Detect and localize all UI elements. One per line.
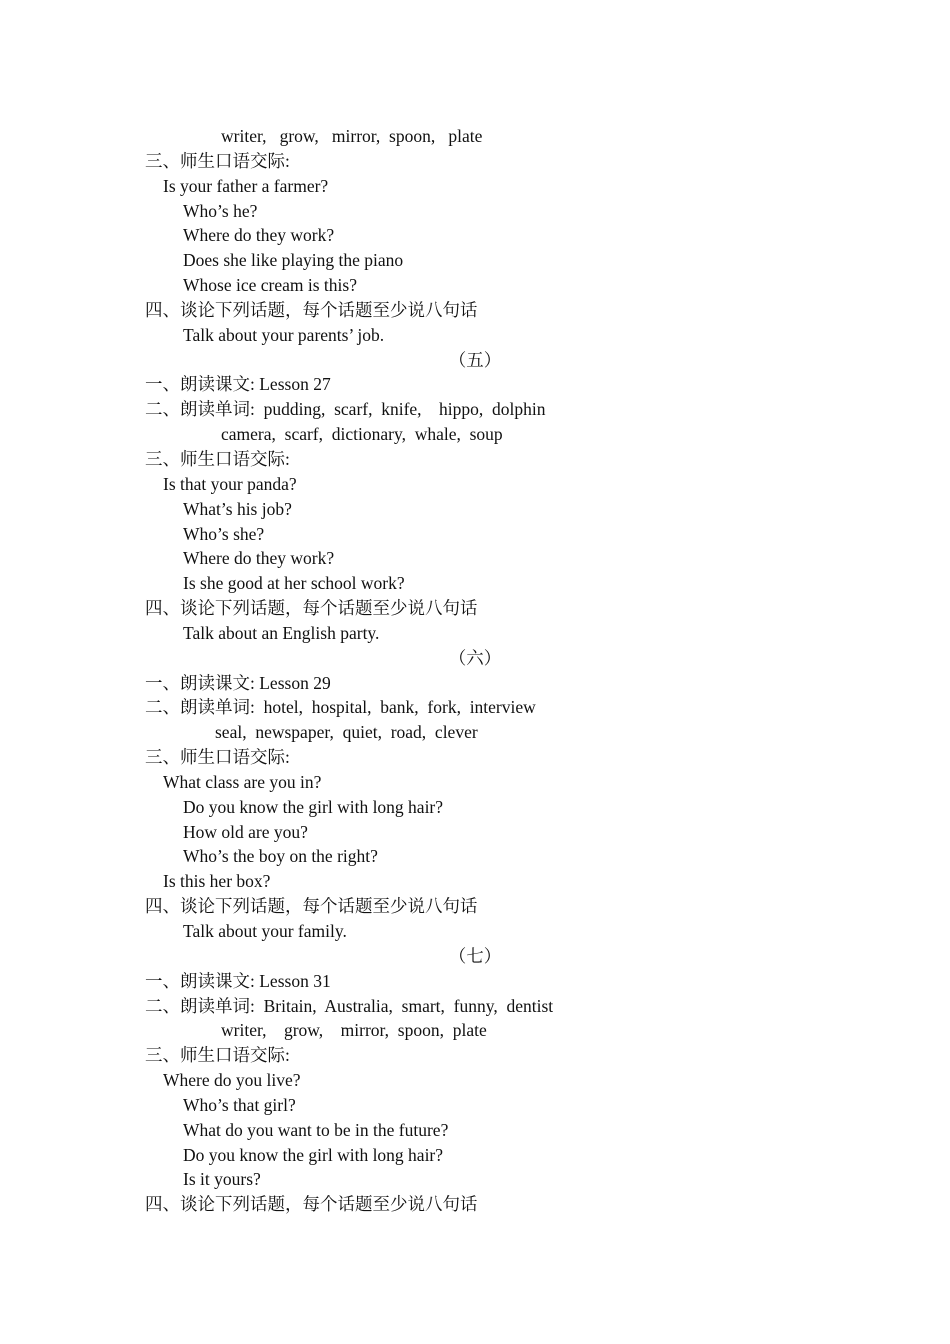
- section-heading: 三、师生口语交际:: [145, 448, 290, 469]
- section-heading: 四、谈论下列话题，每个话题至少说八句话: [145, 1194, 478, 1215]
- topic-line: Talk about your parents’ job.: [183, 324, 385, 345]
- section-heading: 四、谈论下列话题，每个话题至少说八句话: [145, 598, 478, 619]
- dialogue-line: What class are you in?: [163, 771, 322, 792]
- section-heading: 四、谈论下列话题，每个话题至少说八句话: [145, 299, 478, 320]
- document-page: [0, 124, 950, 1217]
- word-list-line: writer, grow, mirror, spoon, plate: [221, 1020, 487, 1041]
- dialogue-line: Who’s that girl?: [183, 1094, 296, 1115]
- dialogue-line: Do you know the girl with long hair?: [183, 1144, 444, 1165]
- section-heading: 一、朗读课文: Lesson 29: [145, 672, 331, 693]
- dialogue-line: Is it yours?: [183, 1169, 261, 1190]
- section-heading: 二、朗读单词: Britain, Australia, smart, funny, dentist: [145, 995, 554, 1016]
- dialogue-line: Who’s she?: [183, 523, 265, 544]
- dialogue-line: How old are you?: [183, 821, 308, 842]
- dialogue-line: Is she good at her school work?: [183, 573, 405, 594]
- dialogue-line: Where do you live?: [163, 1070, 301, 1091]
- dialogue-line: Do you know the girl with long hair?: [183, 796, 444, 817]
- dialogue-line: Is that your panda?: [163, 473, 297, 494]
- topic-line: Talk about your family.: [183, 921, 347, 941]
- section-heading: 二、朗读单词: hotel, hospital, bank, fork, interview: [145, 697, 536, 718]
- section-heading: 三、师生口语交际:: [145, 150, 290, 171]
- unit-heading: （五）: [448, 349, 502, 370]
- section-heading: 一、朗读课文: Lesson 31: [145, 970, 331, 991]
- section-heading: 三、师生口语交际:: [145, 747, 290, 768]
- dialogue-line: Where do they work?: [183, 548, 335, 569]
- word-list-line: seal, newspaper, quiet, road, clever: [215, 722, 478, 743]
- dialogue-line: What’s his job?: [183, 498, 292, 519]
- section-heading: 一、朗读课文: Lesson 27: [145, 374, 331, 395]
- topic-line: Talk about an English party.: [183, 622, 380, 643]
- dialogue-line: Is your father a farmer?: [163, 175, 329, 196]
- unit-heading: （七）: [448, 945, 502, 966]
- word-list-line: writer, grow, mirror, spoon, plate: [221, 126, 483, 146]
- dialogue-line: Who’s the boy on the right?: [183, 846, 378, 867]
- dialogue-line: Does she like playing the piano: [183, 250, 404, 271]
- dialogue-line: Who’s he?: [183, 200, 258, 221]
- dialogue-line: Is this her box?: [163, 871, 271, 892]
- word-list-line: camera, scarf, dictionary, whale, soup: [221, 424, 503, 445]
- section-heading: 二、朗读单词: pudding, scarf, knife, hippo, dolphin: [145, 399, 546, 420]
- dialogue-line: Whose ice cream is this?: [183, 275, 357, 296]
- section-heading: 四、谈论下列话题，每个话题至少说八句话: [145, 896, 478, 917]
- dialogue-line: What do you want to be in the future?: [183, 1119, 449, 1140]
- unit-heading: （六）: [448, 647, 502, 668]
- section-heading: 三、师生口语交际:: [145, 1045, 290, 1066]
- dialogue-line: Where do they work?: [183, 225, 335, 246]
